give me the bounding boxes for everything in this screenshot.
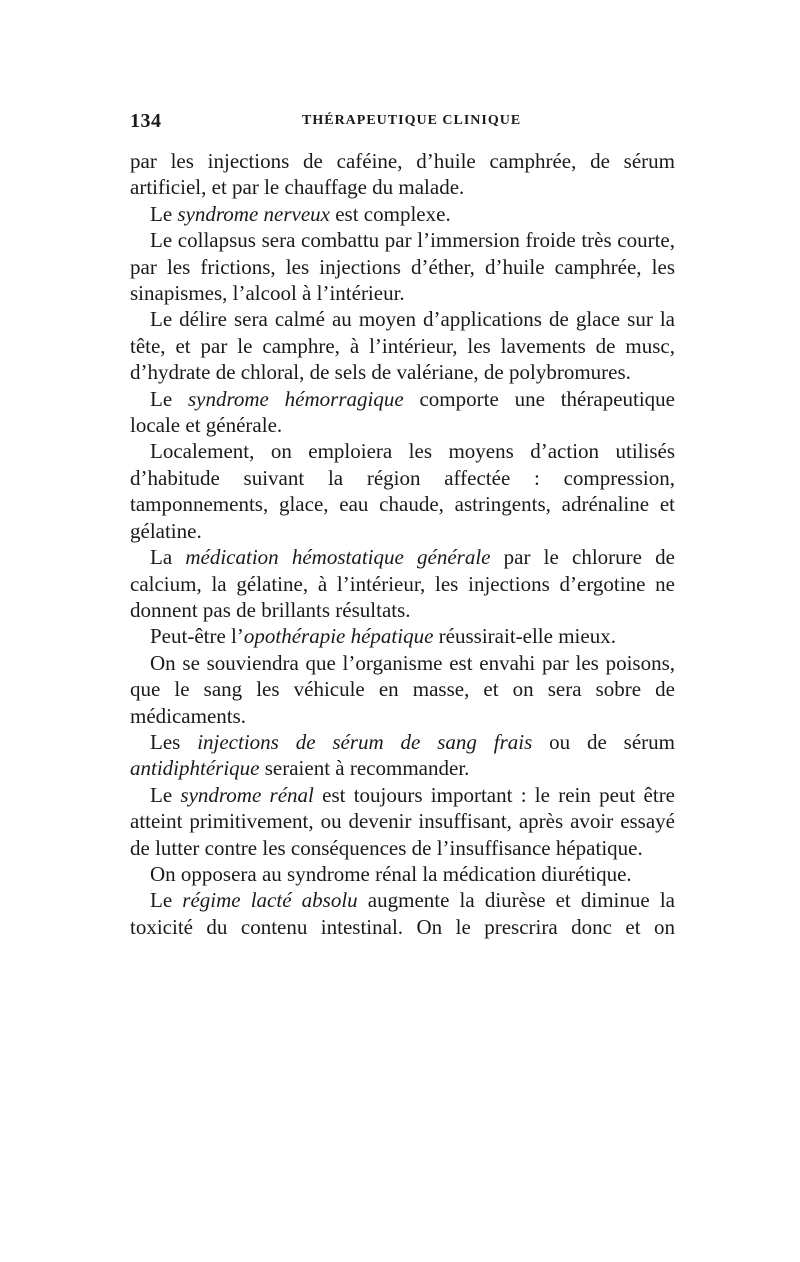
paragraph-delire: Le délire sera calmé au moyen d’applications de glace sur la tête, et par le camphre, à l’intérieur, les lavements de musc, d’hydrate de chloral, de sels de valériane, de polybromures. [130, 307, 675, 385]
paragraph-syndrome-hemorragique: Le syndrome hémorragique comporte une thérapeutique locale et générale. [130, 386, 676, 438]
paragraph-syndrome-renal: Le syndrome rénal est toujours important : le rein peut être atteint primitivement, ou devenir insuffisant, après avoir essayé de lutter contre les conséquences de l’insuffisance hépatique. [130, 782, 676, 860]
paragraph-syndrome-nerveux: Le syndrome nerveux est complexe. [150, 201, 451, 226]
italic-term: injections de sérum de sang frais [197, 729, 533, 754]
italic-term: antidiphtérique [130, 756, 260, 781]
paragraph-localement: Localement, on emploiera les moyens d’action utilisés d’habitude suivant la région affectée : compression, tamponnements, glace, eau chaude, astringents, adrénaline et gélatine. [130, 439, 675, 543]
body-text [130, 148, 675, 940]
paragraph-opotherapie: Peut-être l’opothérapie hépatique réussirait-elle mieux. [150, 624, 616, 649]
running-title: THÉRAPEUTIQUE CLINIQUE [302, 113, 522, 128]
running-head [130, 110, 675, 142]
page-number: 134 [130, 110, 162, 132]
paragraph-medication-diuretique: On opposera au syndrome rénal la médication diurétique. [150, 861, 632, 886]
italic-term: syndrome rénal [180, 782, 314, 807]
paragraph-injections-serum: Les injections de sérum de sang frais ou de sérum antidiphtérique seraient à recommander. [130, 729, 675, 781]
book-page [130, 110, 675, 940]
italic-term: médication hémostatique générale [185, 545, 491, 570]
paragraph-collapsus: Le collapsus sera combattu par l’immersion froide très courte, par les frictions, les injections d’éther, d’huile camphrée, les sinapismes, l’alcool à l’intérieur. [130, 228, 675, 306]
italic-term: opothérapie hépatique [243, 624, 434, 649]
italic-term: syndrome hémorragique [187, 386, 404, 411]
paragraph-poisons: On se souviendra que l’organisme est envahi par les poisons, que le sang les véhicule en masse, et on sera sobre de médicaments. [130, 650, 675, 728]
paragraph-regime-lacte: Le régime lacté absolu augmente la diurèse et diminue la toxicité du contenu intestinal. On le prescrira donc et on [130, 888, 675, 939]
italic-term: syndrome nerveux [177, 201, 330, 226]
italic-term: régime lacté absolu [182, 888, 358, 913]
paragraph-continuation: par les injections de caféine, d’huile camphrée, de sérum artificiel, et par le chauffage du malade. [130, 149, 675, 200]
paragraph-medication-hemostatique: La médication hémostatique générale par le chlorure de calcium, la gélatine, à l’intérieur, les injections d’ergotine ne donnent pas de brillants résultats. [130, 545, 675, 622]
